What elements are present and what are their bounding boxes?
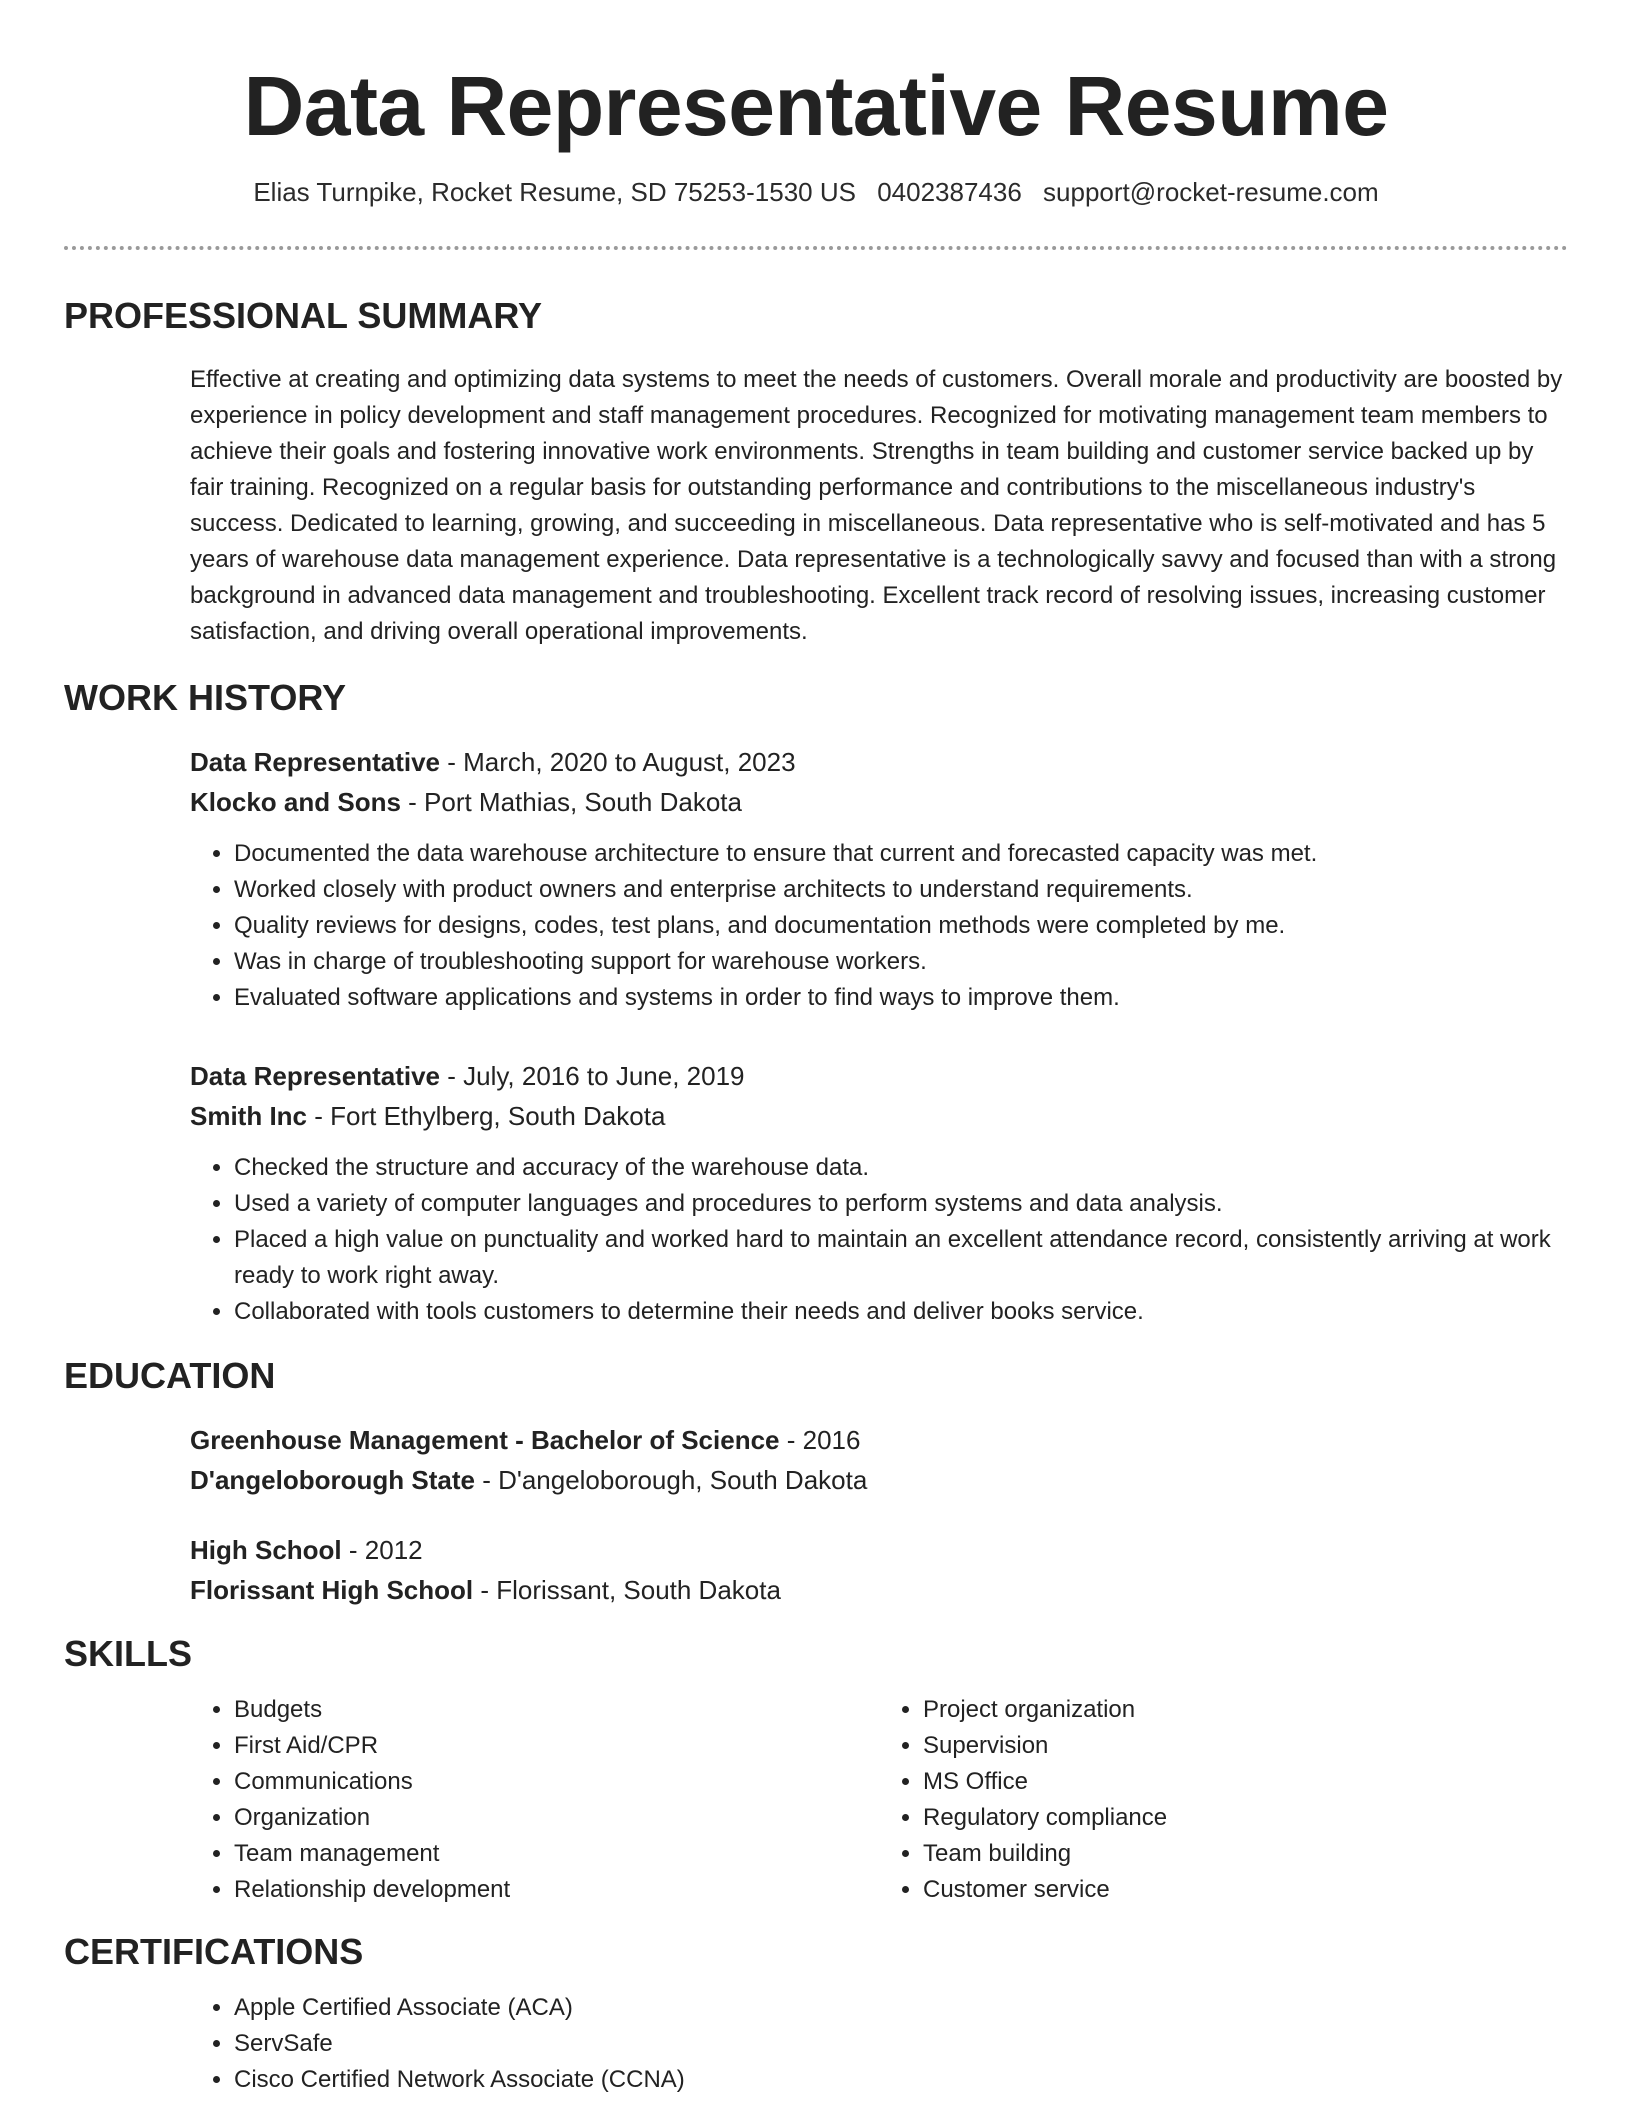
job-entry [190,1056,1568,1330]
list-item: • Was in charge of troubleshooting support for warehouse workers. [234,944,1568,980]
job-entry [190,742,1568,1016]
job-dates: - March, 2020 to August, 2023 [440,747,796,777]
certification-item: • ServSafe [234,2026,1568,2062]
skill-item: • Team management [234,1836,879,1872]
degree-line [190,1530,1568,1570]
job-dates: - July, 2016 to June, 2019 [440,1061,745,1091]
work-history-list [190,742,1568,1330]
job-location: - Fort Ethylberg, South Dakota [307,1101,666,1131]
list-item: • Collaborated with tools customers to determine their needs and deliver books service. [234,1294,1568,1330]
work-history-heading: WORK HISTORY [64,677,347,718]
job-company: Smith Inc [190,1101,308,1131]
school-location: - Florissant, South Dakota [473,1575,781,1605]
education-entry [190,1530,1568,1610]
graduation-year: - 2016 [779,1425,861,1455]
skill-item: • MS Office [923,1764,1568,1800]
job-title-line [190,742,1568,782]
certification-item: • Apple Certified Associate (ACA) [234,1990,1568,2026]
skills-column-left [190,1692,879,1908]
skill-item: • Budgets [234,1692,879,1728]
summary-text: Effective at creating and optimizing data systems to meet the needs of customers. Overall morale and productivity are boosted by experience in policy development and staff management procedures. Recognized for motivating management team members to achieve their goals and fostering innovative work environments. Strengths in team building and customer service backed up by fair training. Recognized on a regular basis for outstanding performance and contributions to the miscellaneous industry's success. Dedicated to learning, growing, and succeeding in miscellaneous. Data representative who is self-motivated and has 5 years of warehouse data management experience. Data representative is a technologically savvy and focused than with a strong background in advanced data management and troubleshooting. Excellent track record of resolving issues, increasing customer satisfaction, and driving overall operational improvements. [190,366,1563,645]
contact-email: support@rocket-resume.com [1043,177,1379,207]
degree-line [190,1420,1568,1460]
job-company: Klocko and Sons [190,787,401,817]
resume-title: Data Representative Resume [243,59,1389,153]
skill-item: • Regulatory compliance [923,1800,1568,1836]
list-item: • Used a variety of computer languages and procedures to perform systems and data analysis. [234,1186,1568,1222]
education-list [190,1420,1568,1610]
job-title-line [190,1056,1568,1096]
list-item: • Checked the structure and accuracy of the warehouse data. [234,1150,1568,1186]
list-item: • Placed a high value on punctuality and worked hard to maintain an excellent attendance record, consistently arriving at work ready to work right away. [234,1222,1568,1294]
resume-page [64,0,1568,2098]
skill-item: • First Aid/CPR [234,1728,879,1764]
job-bullets [190,1150,1568,1330]
job-title: Data Representative [190,1061,440,1091]
job-title: Data Representative [190,747,440,777]
list-item: • Quality reviews for designs, codes, test plans, and documentation methods were completed by me. [234,908,1568,944]
skill-item: • Customer service [923,1872,1568,1908]
degree: Greenhouse Management - Bachelor of Science [190,1425,780,1455]
certifications-heading: CERTIFICATIONS [64,1931,364,1972]
job-bullets [190,836,1568,1016]
contact-phone: 0402387436 [877,177,1022,207]
school-line [190,1570,1568,1610]
list-item: • Worked closely with product owners and enterprise architects to understand requirements. [234,872,1568,908]
school-location: - D'angeloborough, South Dakota [474,1465,868,1495]
education-entry [190,1420,1568,1500]
job-company-line [190,1096,1568,1136]
school: D'angeloborough State [190,1465,475,1495]
skill-item: • Project organization [923,1692,1568,1728]
job-company-line [190,782,1568,822]
skill-item: • Relationship development [234,1872,879,1908]
contact-address: Elias Turnpike, Rocket Resume, SD 75253-1530 US [253,177,856,207]
education-heading: EDUCATION [64,1355,276,1396]
school-line [190,1460,1568,1500]
skills-heading: SKILLS [64,1633,193,1674]
contact-line [64,174,1568,210]
skills-column-right [879,1692,1568,1908]
list-item: • Evaluated software applications and systems in order to find ways to improve them. [234,980,1568,1016]
graduation-year: - 2012 [341,1535,423,1565]
degree: High School [190,1535,342,1565]
skill-item: • Communications [234,1764,879,1800]
certifications-list [190,1990,1568,2098]
school: Florissant High School [190,1575,474,1605]
skill-item: • Supervision [923,1728,1568,1764]
summary-heading: PROFESSIONAL SUMMARY [64,295,543,336]
list-item: • Documented the data warehouse architecture to ensure that current and forecasted capacity was met. [234,836,1568,872]
certification-item: • Cisco Certified Network Associate (CCNA) [234,2062,1568,2098]
header-divider [64,246,1568,250]
job-location: - Port Mathias, South Dakota [400,787,742,817]
skill-item: • Team building [923,1836,1568,1872]
skill-item: • Organization [234,1800,879,1836]
skills-grid [190,1692,1568,1908]
